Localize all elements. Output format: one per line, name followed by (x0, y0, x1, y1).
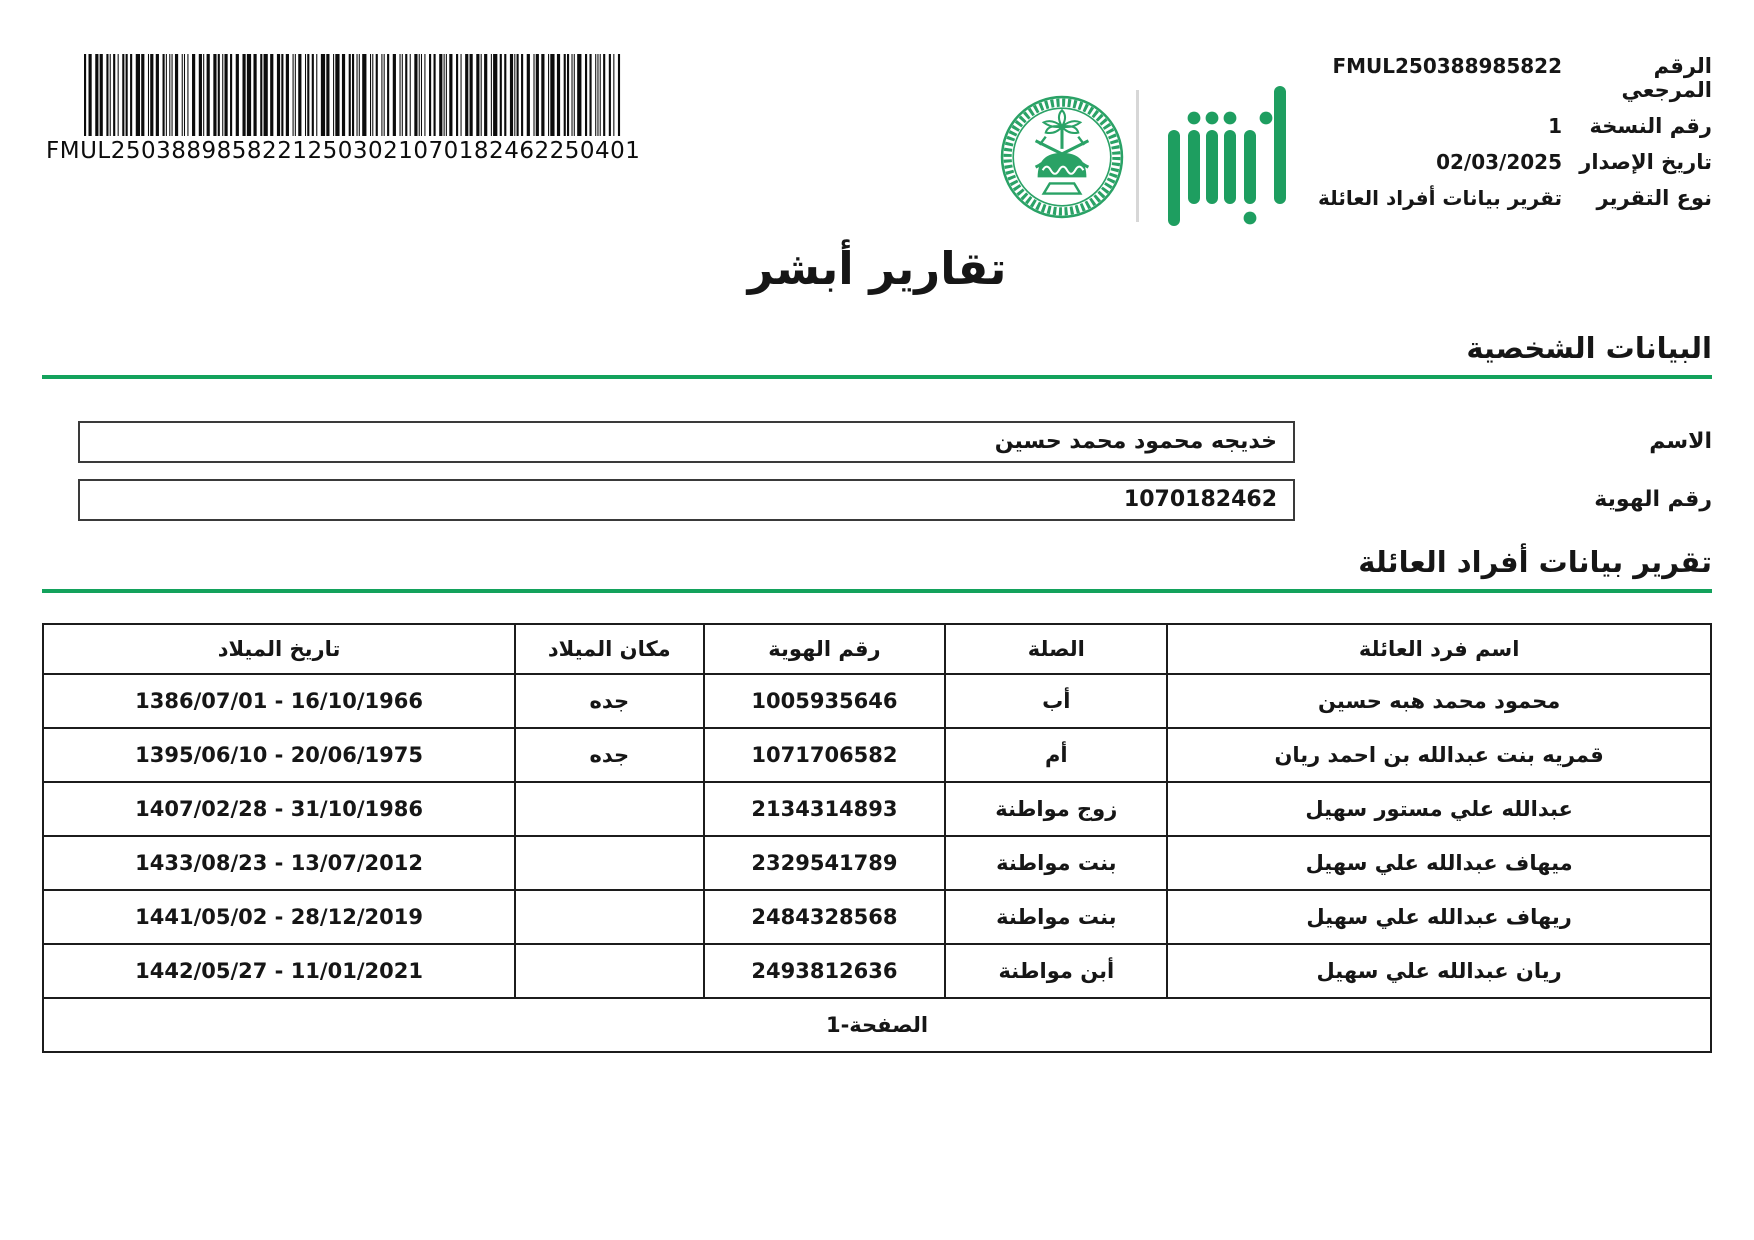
id-field-row (42, 479, 1712, 521)
table-header-row (43, 624, 1711, 674)
personal-data-heading: البيانات الشخصية (1466, 331, 1712, 365)
id-number-field (78, 479, 1295, 521)
name-label: الاسم (1649, 429, 1712, 454)
birthdate-cell: 1441/05/02 - 28/12/2019 (43, 890, 515, 944)
table-row (43, 944, 1711, 998)
id-number-cell: 2484328568 (704, 890, 946, 944)
name-field (78, 421, 1295, 463)
birthplace-cell (515, 836, 703, 890)
birthdate-cell: 1395/06/10 - 20/06/1975 (43, 728, 515, 782)
meta-row-issue-date (1262, 150, 1712, 174)
id-number-cell: 2134314893 (704, 782, 946, 836)
member-name-cell: ريهاف عبدالله علي سهيل (1167, 890, 1711, 944)
barcode (46, 54, 641, 164)
member-name-cell: ميهاف عبدالله علي سهيل (1167, 836, 1711, 890)
birthplace-cell: جده (515, 728, 703, 782)
reference-number-label: الرقم المرجعي (1621, 54, 1712, 102)
relation-cell: أم (945, 728, 1167, 782)
birthplace-cell (515, 944, 703, 998)
birthplace-cell (515, 890, 703, 944)
relation-cell: زوج مواطنة (945, 782, 1167, 836)
report-header (0, 0, 1754, 232)
report-type-value: تقرير بيانات أفراد العائلة (1318, 186, 1562, 210)
page-title: تقارير أبشر (747, 242, 1007, 295)
report-meta (1262, 54, 1712, 222)
table-row (43, 890, 1711, 944)
column-header-0: اسم فرد العائلة (1167, 624, 1711, 674)
barcode-bars-image (84, 54, 621, 136)
issue-date-label: تاريخ الإصدار (1579, 150, 1712, 174)
barcode-text: FMUL25038898582212503021070182462250401 (46, 138, 641, 164)
relation-cell: بنت مواطنة (945, 836, 1167, 890)
name-value: خديجه محمود محمد حسين (994, 429, 1277, 454)
birthplace-cell (515, 782, 703, 836)
moi-emblem-icon (999, 94, 1125, 220)
member-name-cell: عبدالله علي مستور سهيل (1167, 782, 1711, 836)
personal-fields (42, 421, 1712, 521)
table-footer-row (43, 998, 1711, 1052)
name-field-row (42, 421, 1712, 463)
id-number-cell: 1071706582 (704, 728, 946, 782)
family-report-heading: تقرير بيانات أفراد العائلة (1358, 545, 1712, 579)
report-type-label: نوع التقرير (1596, 186, 1712, 210)
column-header-3: مكان الميلاد (515, 624, 703, 674)
family-members-table (42, 623, 1712, 1053)
meta-row-report-type (1262, 186, 1712, 210)
table-row (43, 836, 1711, 890)
section-divider-line (42, 375, 1712, 379)
table-row (43, 674, 1711, 728)
report-body (0, 242, 1754, 1053)
copy-number-label: رقم النسخة (1589, 114, 1712, 138)
reference-number-value: FMUL250388985822 (1332, 54, 1562, 78)
member-name-cell: قمريه بنت عبدالله بن احمد ريان (1167, 728, 1711, 782)
table-row (43, 728, 1711, 782)
column-header-1: الصلة (945, 624, 1167, 674)
id-number-value: 1070182462 (1123, 487, 1277, 512)
birthplace-cell: جده (515, 674, 703, 728)
id-number-label: رقم الهوية (1594, 487, 1712, 512)
meta-row-reference (1262, 54, 1712, 102)
column-header-4: تاريخ الميلاد (43, 624, 515, 674)
logo-divider (1136, 90, 1139, 222)
table-row (43, 782, 1711, 836)
id-number-cell: 2329541789 (704, 836, 946, 890)
birthdate-cell: 1407/02/28 - 31/10/1986 (43, 782, 515, 836)
column-header-2: رقم الهوية (704, 624, 946, 674)
birthdate-cell: 1386/07/01 - 16/10/1966 (43, 674, 515, 728)
member-name-cell: ريان عبدالله علي سهيل (1167, 944, 1711, 998)
id-number-cell: 2493812636 (704, 944, 946, 998)
family-table-body (43, 674, 1711, 998)
meta-row-copy (1262, 114, 1712, 138)
id-number-cell: 1005935646 (704, 674, 946, 728)
copy-number-value: 1 (1548, 114, 1562, 138)
relation-cell: بنت مواطنة (945, 890, 1167, 944)
relation-cell: أب (945, 674, 1167, 728)
page-number-cell: الصفحة-1 (43, 998, 1711, 1052)
member-name-cell: محمود محمد هبه حسين (1167, 674, 1711, 728)
birthdate-cell: 1442/05/27 - 11/01/2021 (43, 944, 515, 998)
section-divider-line (42, 589, 1712, 593)
issue-date-value: 02/03/2025 (1436, 150, 1562, 174)
birthdate-cell: 1433/08/23 - 13/07/2012 (43, 836, 515, 890)
relation-cell: أبن مواطنة (945, 944, 1167, 998)
